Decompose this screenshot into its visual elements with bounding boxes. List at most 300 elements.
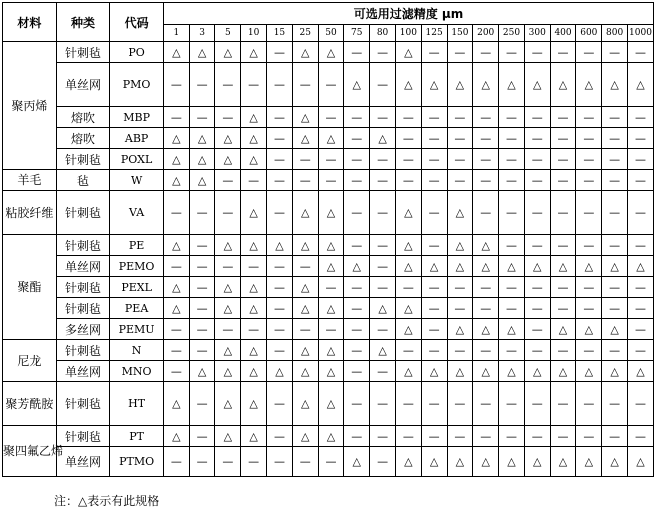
availability-cell: — <box>189 447 215 477</box>
availability-cell: △ <box>421 256 447 277</box>
availability-cell: — <box>241 319 267 340</box>
availability-cell: — <box>627 191 653 235</box>
availability-cell: △ <box>163 170 189 191</box>
availability-cell: — <box>163 63 189 107</box>
availability-cell: — <box>602 170 628 191</box>
kind-cell: 针刺毡 <box>56 149 110 170</box>
availability-cell: — <box>344 361 370 382</box>
material-cell: 聚四氟乙烯 <box>3 426 57 477</box>
availability-cell: — <box>627 128 653 149</box>
kind-cell: 针刺毡 <box>56 191 110 235</box>
availability-cell: — <box>215 170 241 191</box>
availability-cell: △ <box>550 256 576 277</box>
availability-cell: △ <box>550 447 576 477</box>
code-cell: MBP <box>110 107 164 128</box>
precision-col-header: 100 <box>395 25 421 42</box>
availability-cell: — <box>344 149 370 170</box>
code-cell: W <box>110 170 164 191</box>
precision-col-header: 600 <box>576 25 602 42</box>
availability-cell: △ <box>292 107 318 128</box>
precision-col-header: 250 <box>499 25 525 42</box>
availability-cell: — <box>524 149 550 170</box>
availability-cell: — <box>550 191 576 235</box>
availability-cell: — <box>189 277 215 298</box>
header-row <box>3 3 654 25</box>
availability-cell: — <box>344 170 370 191</box>
availability-cell: — <box>318 149 344 170</box>
availability-cell: △ <box>292 128 318 149</box>
availability-cell: △ <box>292 340 318 361</box>
availability-cell: — <box>344 235 370 256</box>
table-row <box>3 361 654 382</box>
availability-cell: △ <box>241 235 267 256</box>
code-cell: HT <box>110 382 164 426</box>
availability-cell: — <box>602 128 628 149</box>
table-row <box>3 426 654 447</box>
availability-cell: — <box>421 277 447 298</box>
availability-cell: — <box>163 191 189 235</box>
availability-cell: — <box>370 319 396 340</box>
code-cell: PO <box>110 42 164 63</box>
availability-cell: △ <box>576 361 602 382</box>
code-cell: PMO <box>110 63 164 107</box>
availability-cell: △ <box>189 149 215 170</box>
availability-cell: — <box>344 340 370 361</box>
availability-cell: — <box>189 340 215 361</box>
table-row <box>3 191 654 235</box>
precision-col-header: 50 <box>318 25 344 42</box>
availability-cell: — <box>473 277 499 298</box>
availability-cell: — <box>550 382 576 426</box>
availability-cell: △ <box>395 447 421 477</box>
availability-cell: △ <box>550 63 576 107</box>
availability-cell: — <box>189 191 215 235</box>
availability-cell: — <box>550 235 576 256</box>
availability-cell: — <box>602 382 628 426</box>
precision-col-header: 300 <box>524 25 550 42</box>
header-precision-title: 可选用过滤精度 μm <box>163 3 653 25</box>
availability-cell: — <box>499 128 525 149</box>
availability-cell: △ <box>318 128 344 149</box>
precision-col-header: 125 <box>421 25 447 42</box>
availability-cell: △ <box>627 361 653 382</box>
availability-cell: — <box>370 256 396 277</box>
availability-cell: — <box>576 426 602 447</box>
availability-cell: △ <box>215 42 241 63</box>
availability-cell: — <box>576 340 602 361</box>
availability-cell: — <box>550 42 576 63</box>
availability-cell: △ <box>473 63 499 107</box>
availability-cell: △ <box>395 235 421 256</box>
availability-cell: △ <box>241 298 267 319</box>
availability-cell: △ <box>344 63 370 107</box>
availability-cell: △ <box>524 361 550 382</box>
availability-cell: — <box>370 277 396 298</box>
availability-cell: — <box>499 170 525 191</box>
material-cell: 尼龙 <box>3 340 57 382</box>
availability-cell: — <box>447 149 473 170</box>
availability-cell: — <box>241 447 267 477</box>
kind-cell: 针刺毡 <box>56 42 110 63</box>
header-kind: 种类 <box>56 3 110 42</box>
availability-cell: △ <box>215 235 241 256</box>
table-row <box>3 382 654 426</box>
precision-col-header: 80 <box>370 25 396 42</box>
availability-cell: — <box>267 170 293 191</box>
availability-cell: — <box>189 382 215 426</box>
table-row <box>3 447 654 477</box>
availability-cell: — <box>215 191 241 235</box>
availability-cell: — <box>370 426 396 447</box>
material-cell: 聚芳酰胺 <box>3 382 57 426</box>
header-code: 代码 <box>110 3 164 42</box>
availability-cell: — <box>473 340 499 361</box>
kind-cell: 毡 <box>56 170 110 191</box>
availability-cell: — <box>627 298 653 319</box>
filter-precision-table <box>2 2 654 477</box>
availability-cell: — <box>627 277 653 298</box>
availability-cell: — <box>576 128 602 149</box>
availability-cell: — <box>524 128 550 149</box>
availability-cell: — <box>189 319 215 340</box>
availability-cell: △ <box>447 191 473 235</box>
availability-cell: △ <box>241 382 267 426</box>
availability-cell: — <box>473 426 499 447</box>
availability-cell: — <box>576 191 602 235</box>
availability-cell: — <box>499 382 525 426</box>
availability-cell: — <box>550 107 576 128</box>
availability-cell: — <box>292 63 318 107</box>
kind-cell: 针刺毡 <box>56 340 110 361</box>
availability-cell: △ <box>473 256 499 277</box>
availability-cell: △ <box>241 340 267 361</box>
availability-cell: — <box>627 426 653 447</box>
availability-cell: — <box>189 107 215 128</box>
availability-cell: — <box>627 42 653 63</box>
availability-cell: — <box>395 277 421 298</box>
availability-cell: — <box>499 42 525 63</box>
availability-cell: — <box>524 107 550 128</box>
availability-cell: — <box>189 426 215 447</box>
availability-cell: — <box>395 128 421 149</box>
availability-cell: △ <box>215 382 241 426</box>
availability-cell: △ <box>447 63 473 107</box>
availability-cell: △ <box>241 107 267 128</box>
availability-cell: △ <box>163 128 189 149</box>
material-cell: 粘胶纤维 <box>3 191 57 235</box>
availability-cell: △ <box>163 42 189 63</box>
availability-cell: — <box>524 340 550 361</box>
availability-cell: △ <box>576 63 602 107</box>
availability-cell: — <box>550 149 576 170</box>
kind-cell: 针刺毡 <box>56 277 110 298</box>
availability-cell: △ <box>344 256 370 277</box>
availability-cell: — <box>473 107 499 128</box>
availability-cell: △ <box>602 256 628 277</box>
precision-col-header: 25 <box>292 25 318 42</box>
availability-cell: △ <box>421 447 447 477</box>
availability-cell: — <box>189 256 215 277</box>
availability-cell: △ <box>318 256 344 277</box>
availability-cell: — <box>447 42 473 63</box>
availability-cell: — <box>524 298 550 319</box>
availability-cell: — <box>267 277 293 298</box>
availability-cell: — <box>627 149 653 170</box>
availability-cell: — <box>602 277 628 298</box>
availability-cell: △ <box>163 298 189 319</box>
header-material: 材料 <box>3 3 57 42</box>
availability-cell: — <box>292 447 318 477</box>
availability-cell: △ <box>163 382 189 426</box>
availability-cell: — <box>421 382 447 426</box>
availability-cell: — <box>215 63 241 107</box>
availability-cell: △ <box>627 256 653 277</box>
availability-cell: — <box>627 107 653 128</box>
availability-cell: — <box>318 63 344 107</box>
kind-cell: 单丝网 <box>56 447 110 477</box>
code-cell: ABP <box>110 128 164 149</box>
availability-cell: △ <box>447 447 473 477</box>
availability-cell: △ <box>215 340 241 361</box>
availability-cell: △ <box>370 298 396 319</box>
kind-cell: 针刺毡 <box>56 382 110 426</box>
availability-cell: — <box>267 149 293 170</box>
availability-cell: — <box>267 426 293 447</box>
availability-cell: — <box>576 42 602 63</box>
availability-cell: — <box>370 63 396 107</box>
availability-cell: △ <box>318 235 344 256</box>
availability-cell: — <box>370 361 396 382</box>
availability-cell: — <box>292 170 318 191</box>
availability-cell: △ <box>215 128 241 149</box>
availability-cell: △ <box>292 235 318 256</box>
availability-cell: △ <box>473 235 499 256</box>
availability-cell: — <box>344 319 370 340</box>
kind-cell: 熔吹 <box>56 107 110 128</box>
availability-cell: — <box>421 319 447 340</box>
availability-cell: — <box>421 191 447 235</box>
availability-cell: △ <box>499 447 525 477</box>
code-cell: PTMO <box>110 447 164 477</box>
availability-cell: △ <box>524 447 550 477</box>
code-cell: PEA <box>110 298 164 319</box>
availability-cell: △ <box>395 298 421 319</box>
table-row <box>3 256 654 277</box>
availability-cell: — <box>344 298 370 319</box>
kind-cell: 针刺毡 <box>56 298 110 319</box>
availability-cell: — <box>447 298 473 319</box>
availability-cell: △ <box>189 42 215 63</box>
availability-cell: — <box>576 149 602 170</box>
kind-cell: 单丝网 <box>56 63 110 107</box>
availability-cell: △ <box>318 298 344 319</box>
availability-cell: — <box>215 447 241 477</box>
table-row <box>3 107 654 128</box>
availability-cell: △ <box>163 235 189 256</box>
availability-cell: — <box>189 63 215 107</box>
availability-cell: △ <box>499 361 525 382</box>
availability-cell: △ <box>215 426 241 447</box>
kind-cell: 针刺毡 <box>56 235 110 256</box>
code-cell: PT <box>110 426 164 447</box>
availability-cell: △ <box>318 426 344 447</box>
code-cell: POXL <box>110 149 164 170</box>
availability-cell: △ <box>602 447 628 477</box>
code-cell: VA <box>110 191 164 235</box>
availability-cell: — <box>447 426 473 447</box>
availability-cell: — <box>395 107 421 128</box>
availability-cell: △ <box>267 235 293 256</box>
availability-cell: — <box>447 170 473 191</box>
code-cell: PEXL <box>110 277 164 298</box>
availability-cell: — <box>627 340 653 361</box>
availability-cell: — <box>499 277 525 298</box>
availability-cell: △ <box>163 277 189 298</box>
availability-cell: — <box>473 382 499 426</box>
availability-cell: — <box>292 256 318 277</box>
availability-cell: — <box>267 382 293 426</box>
availability-cell: — <box>524 277 550 298</box>
availability-cell: — <box>499 235 525 256</box>
availability-cell: △ <box>550 319 576 340</box>
availability-cell: — <box>370 191 396 235</box>
availability-cell: — <box>602 191 628 235</box>
availability-cell: — <box>318 277 344 298</box>
availability-cell: △ <box>370 340 396 361</box>
availability-cell: — <box>602 298 628 319</box>
availability-cell: — <box>370 149 396 170</box>
availability-cell: — <box>267 63 293 107</box>
table-row <box>3 128 654 149</box>
availability-cell: △ <box>576 319 602 340</box>
availability-cell: — <box>550 128 576 149</box>
availability-cell: — <box>344 382 370 426</box>
availability-cell: — <box>499 149 525 170</box>
availability-cell: — <box>421 340 447 361</box>
availability-cell: — <box>344 107 370 128</box>
availability-cell: — <box>267 191 293 235</box>
availability-cell: △ <box>395 63 421 107</box>
availability-cell: △ <box>576 447 602 477</box>
availability-cell: — <box>267 447 293 477</box>
availability-cell: — <box>318 319 344 340</box>
availability-cell: △ <box>602 361 628 382</box>
availability-cell: △ <box>318 191 344 235</box>
availability-cell: — <box>499 426 525 447</box>
availability-cell: △ <box>215 149 241 170</box>
precision-col-header: 800 <box>602 25 628 42</box>
availability-cell: — <box>576 235 602 256</box>
availability-cell: — <box>267 319 293 340</box>
availability-cell: — <box>499 340 525 361</box>
availability-cell: — <box>627 382 653 426</box>
availability-cell: △ <box>292 191 318 235</box>
availability-cell: △ <box>473 361 499 382</box>
kind-cell: 单丝网 <box>56 361 110 382</box>
code-cell: MNO <box>110 361 164 382</box>
availability-cell: — <box>241 256 267 277</box>
precision-col-header: 400 <box>550 25 576 42</box>
availability-cell: △ <box>602 63 628 107</box>
availability-cell: — <box>524 235 550 256</box>
availability-cell: — <box>576 107 602 128</box>
footnote: 注：△表示有此规格 <box>54 494 160 508</box>
availability-cell: — <box>344 426 370 447</box>
availability-cell: △ <box>395 319 421 340</box>
table-row <box>3 298 654 319</box>
availability-cell: — <box>395 149 421 170</box>
availability-cell: — <box>163 256 189 277</box>
availability-cell: △ <box>370 128 396 149</box>
availability-cell: △ <box>292 361 318 382</box>
availability-cell: — <box>344 42 370 63</box>
availability-cell: — <box>576 382 602 426</box>
availability-cell: △ <box>189 361 215 382</box>
availability-cell: △ <box>499 319 525 340</box>
availability-cell: △ <box>421 63 447 107</box>
precision-col-header: 15 <box>267 25 293 42</box>
availability-cell: △ <box>576 256 602 277</box>
availability-cell: △ <box>524 63 550 107</box>
availability-cell: — <box>370 107 396 128</box>
availability-cell: — <box>447 128 473 149</box>
availability-cell: △ <box>344 447 370 477</box>
precision-col-header: 3 <box>189 25 215 42</box>
availability-cell: — <box>370 170 396 191</box>
availability-cell: — <box>576 170 602 191</box>
availability-cell: — <box>447 277 473 298</box>
availability-cell: — <box>395 426 421 447</box>
availability-cell: — <box>215 319 241 340</box>
availability-cell: — <box>524 426 550 447</box>
availability-cell: — <box>627 319 653 340</box>
availability-cell: — <box>241 63 267 107</box>
availability-cell: — <box>602 340 628 361</box>
availability-cell: △ <box>292 277 318 298</box>
table-row <box>3 149 654 170</box>
availability-cell: — <box>499 298 525 319</box>
availability-cell: — <box>370 235 396 256</box>
availability-cell: — <box>447 382 473 426</box>
availability-cell: △ <box>318 42 344 63</box>
availability-cell: △ <box>241 361 267 382</box>
availability-cell: — <box>370 447 396 477</box>
availability-cell: — <box>318 447 344 477</box>
availability-cell: — <box>576 298 602 319</box>
availability-cell: — <box>318 170 344 191</box>
availability-cell: — <box>215 107 241 128</box>
availability-cell: — <box>550 426 576 447</box>
availability-cell: △ <box>318 382 344 426</box>
table-row <box>3 340 654 361</box>
availability-cell: — <box>524 191 550 235</box>
availability-cell: — <box>524 170 550 191</box>
availability-cell: △ <box>447 361 473 382</box>
availability-cell: — <box>267 340 293 361</box>
availability-cell: — <box>344 191 370 235</box>
availability-cell: — <box>292 149 318 170</box>
availability-cell: — <box>421 170 447 191</box>
availability-cell: △ <box>524 256 550 277</box>
table-row <box>3 277 654 298</box>
material-cell: 聚丙烯 <box>3 42 57 170</box>
availability-cell: △ <box>215 277 241 298</box>
availability-cell: — <box>550 298 576 319</box>
availability-cell: — <box>395 382 421 426</box>
availability-cell: △ <box>241 426 267 447</box>
availability-cell: △ <box>241 128 267 149</box>
code-cell: PEMU <box>110 319 164 340</box>
